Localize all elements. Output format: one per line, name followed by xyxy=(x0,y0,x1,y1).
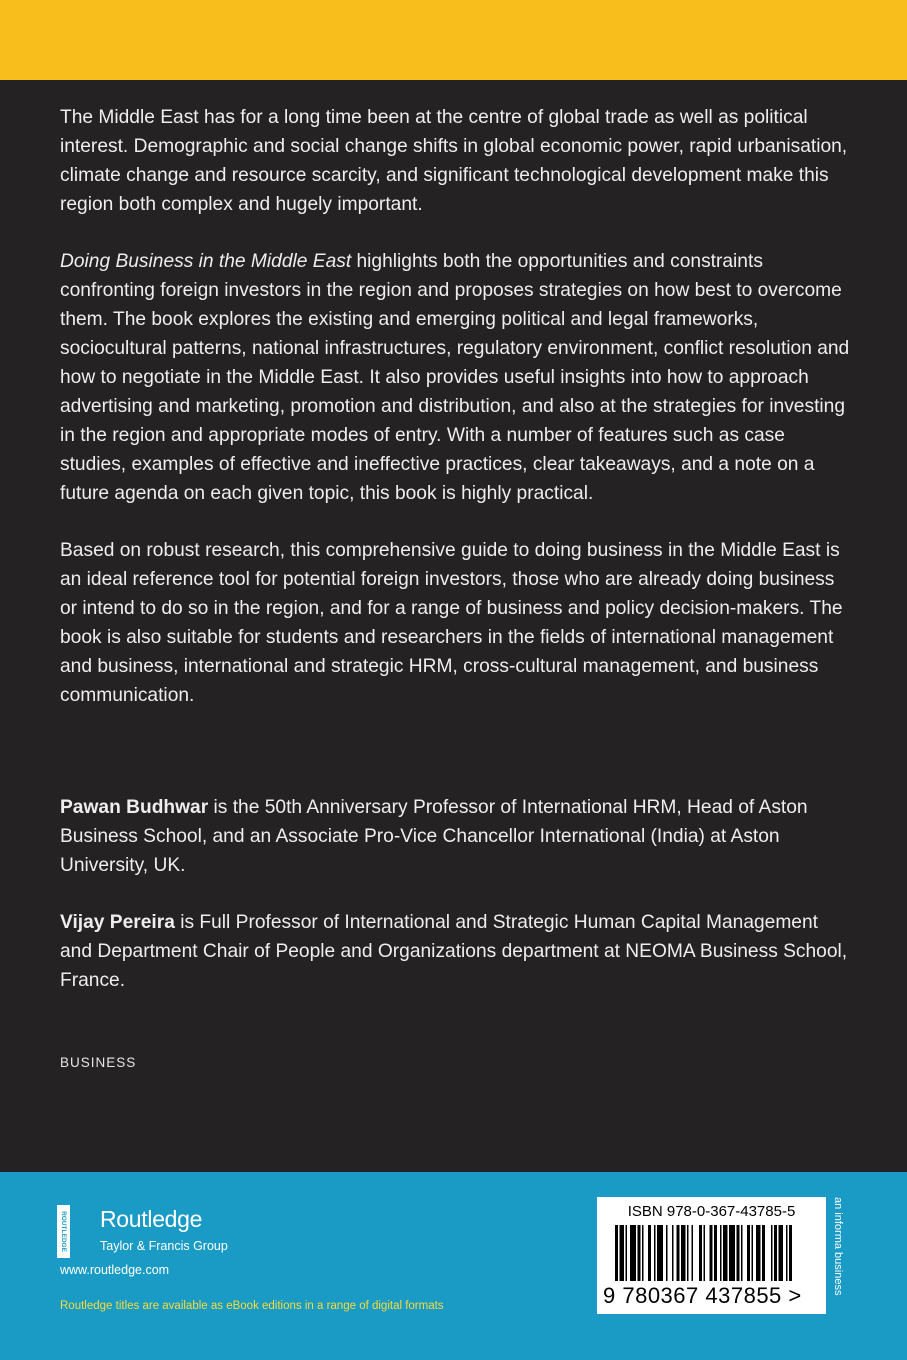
routledge-logo-text: ROUTLEDGE xyxy=(59,1211,67,1252)
barcode-bar xyxy=(620,1225,625,1281)
barcode-bar xyxy=(762,1225,765,1281)
barcode-bar xyxy=(771,1225,773,1281)
barcode-bar xyxy=(630,1225,636,1281)
ebook-availability-note: Routledge titles are available as eBook editions in a range of digital formats xyxy=(60,1300,444,1312)
author-bio-1 xyxy=(60,793,850,880)
blurb-paragraph-3: Based on robust research, this comprehensive guide to doing business in the Middle East is an ideal reference tool for potential foreign investors, those who are already doing business or intend to do so in the region, and for a range of business and policy decision-makers. The book is also suitable for students and researchers in the fields of international management and business, international and strategic HRM, cross-cultural management, and business communication. xyxy=(60,540,843,706)
barcode-bar xyxy=(699,1225,702,1281)
barcode-bar xyxy=(687,1225,689,1281)
isbn-label: ISBN 978-0-367-43785-5 xyxy=(627,1203,796,1220)
barcode-bar xyxy=(638,1225,641,1281)
barcode-bar xyxy=(723,1225,728,1281)
blurb-paragraph-1: The Middle East has for a long time been at the centre of global trade as well as political interest. Demographic and social change shifts in global economic power, rapid urbanisation, climate change and resource scarcity, and significant technological development make this region both complex and hugely important. xyxy=(60,107,848,215)
barcode-bar xyxy=(737,1225,740,1281)
barcode-bar xyxy=(666,1225,668,1281)
barcode-bar xyxy=(779,1225,784,1281)
publisher-name: Routledge xyxy=(100,1206,203,1232)
barcode-bar xyxy=(672,1225,674,1281)
subject-category: BUSINESS xyxy=(60,1055,137,1070)
barcode-bar xyxy=(648,1225,651,1281)
barcode-bar xyxy=(786,1225,788,1281)
barcode-bar xyxy=(729,1225,735,1281)
barcode-bar xyxy=(789,1225,792,1281)
barcode-bar xyxy=(626,1225,628,1281)
informa-business-tag: an informa business xyxy=(832,1197,844,1296)
barcode-bar xyxy=(654,1225,656,1281)
barcode-bar xyxy=(704,1225,706,1281)
barcode-bar xyxy=(677,1225,680,1281)
barcode-bar xyxy=(692,1225,694,1281)
barcode-bar xyxy=(615,1225,618,1281)
publisher-group: Taylor & Francis Group xyxy=(100,1239,228,1253)
barcode-bar xyxy=(720,1225,722,1281)
top-color-band xyxy=(0,0,907,80)
barcode-bar xyxy=(747,1225,750,1281)
publisher-website: www.routledge.com xyxy=(60,1263,170,1277)
barcode-bar xyxy=(710,1225,713,1281)
author-bio-text: is the 50th Anniversary Professor of International HRM, Head of Aston Business School, and an Associate Pro-Vice Chancellor International (India) at Aston University, UK. xyxy=(60,797,808,876)
barcode-bar xyxy=(756,1225,761,1281)
barcode-bar xyxy=(642,1225,644,1281)
author-bio-2 xyxy=(60,908,850,995)
barcode-bar xyxy=(681,1225,686,1281)
blurb-paragraph-2 xyxy=(60,247,850,508)
barcode-bar xyxy=(774,1225,777,1281)
routledge-logo-icon xyxy=(57,1205,70,1258)
author-name: Pawan Budhwar xyxy=(60,797,209,818)
barcode-bar xyxy=(752,1225,754,1281)
author-name: Vijay Pereira xyxy=(60,912,175,933)
barcode-digits: 9 780367 437855 > xyxy=(603,1283,802,1308)
blurb-paragraph-2-text: highlights both the opportunities and constraints confronting foreign investors in the region and proposes strategies on how best to overcome them. The book explores the existing and emerging political and legal frameworks, sociocultural patterns, national infrastructures, regulatory environment, conflict resolution and how to negotiate in the Middle East. It also provides useful insights into how to approach advertising and marketing, promotion and distribution, and also at the strategies for investing in the region and appropriate modes of entry. With a number of features such as case studies, examples of effective and ineffective practices, clear takeaways, and a note on a future agenda on each given topic, this book is highly practical. xyxy=(60,251,850,504)
barcode-bar xyxy=(741,1225,743,1281)
author-bio-text: is Full Professor of International and Strategic Human Capital Management and Department Chair of People and Organizations department at NEOMA Business School, France. xyxy=(60,912,848,991)
isbn-barcode-panel xyxy=(597,1197,826,1314)
book-title-italic: Doing Business in the Middle East xyxy=(60,251,352,272)
barcode-bar xyxy=(714,1225,717,1281)
barcode-bar xyxy=(657,1225,663,1281)
author-bios xyxy=(60,793,850,1023)
back-cover-blurb xyxy=(60,103,850,738)
